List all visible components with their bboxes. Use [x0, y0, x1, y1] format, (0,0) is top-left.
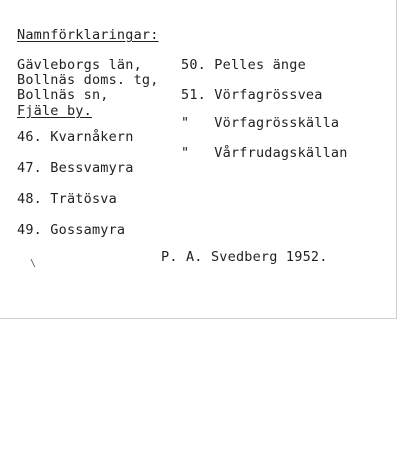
entry-46: 46. Kvarnåkern	[17, 129, 134, 145]
stray-mark: \	[30, 258, 37, 269]
location-line-court: Bollnäs doms. tg,	[17, 72, 159, 88]
location-line-county: Gävleborgs län,	[17, 57, 142, 73]
card-heading: Namnförklaringar:	[17, 27, 159, 43]
entry-51-ditto-spring: " Vörfagrösskälla	[181, 115, 340, 131]
signature-line: P. A. Svedberg 1952.	[161, 249, 328, 265]
entry-48: 48. Trätösva	[17, 191, 117, 207]
entry-50: 50. Pelles änge	[181, 57, 306, 73]
location-line-village: Fjäle by.	[17, 103, 92, 119]
entry-51-ditto-lady-day-spring: " Vårfrudagskällan	[181, 145, 348, 161]
entry-47: 47. Bessvamyra	[17, 160, 134, 176]
entry-49: 49. Gossamyra	[17, 222, 126, 238]
entry-51: 51. Vörfagrössvea	[181, 87, 323, 103]
location-line-parish: Bollnäs sn,	[17, 87, 109, 103]
